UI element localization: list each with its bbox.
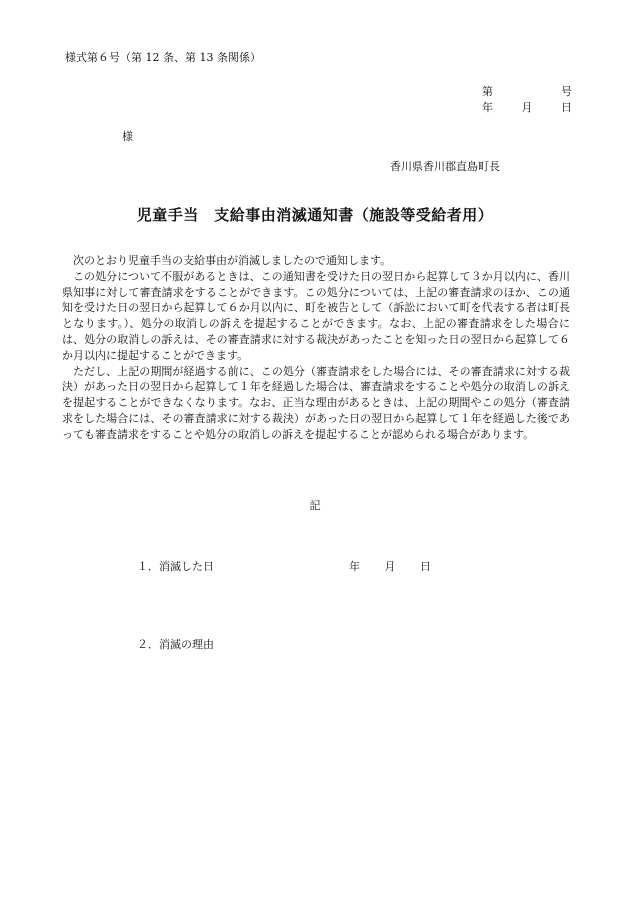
document-number-block: [482, 83, 572, 115]
form-number: 様式第６号（第 12 条、第 13 条関係）: [65, 51, 261, 64]
item-date-year: 年: [349, 560, 360, 573]
doc-date-day: 日: [561, 101, 572, 114]
item-extinction-date-value: [349, 558, 431, 574]
doc-number-go: 号: [561, 85, 572, 98]
body-text: [62, 253, 570, 443]
paragraph: ただし、上記の期間が経過する前に、この処分（審査請求をした場合には、その審査請求に対する裁決）があった日の翌日から起算して１年を経過した場合は、審査請求をすることや処分の取消しの訴えを提起することができなくなります。なお、正当な理由があるときは、上記の期間やこの処分（審査請求をした場合には、その審査請求に対する裁決）があった日の翌日から起算して１年を経過した後であっても審査請求をすることや処分の取消しの訴えを提起することが認められる場合があります。: [62, 364, 570, 441]
doc-date-year: 年: [482, 101, 493, 114]
doc-date-month: 月: [521, 101, 533, 114]
item-extinction-date-label: １．消滅した日: [137, 560, 214, 573]
addressee: 様: [122, 130, 133, 143]
document-title: 児童手当 支給事由消滅通知書（施設等受給者用）: [136, 206, 494, 224]
ki-heading: 記: [309, 499, 321, 512]
paragraph: 次のとおり児童手当の支給事由が消滅しましたので通知します。: [73, 254, 392, 267]
paragraph: この処分について不服があるときは、この通知書を受けた日の翌日から起算して３か月以内に、香川県知事に対して審査請求をすることができます。この処分については、上記の審査請求のほか、この通知を受けた日の翌日から起算して６か月以内に、町を被告として（訴訟において町を代表する者は町長となります。）、処分の取消しの訴えを提起することができます。なお、上記の審査請求をした場合には、処分の取消しの訴えは、その審査請求に対する裁決があったことを知った日の翌日から起算して６か月以内に提起することができます。: [62, 269, 570, 362]
document-number: [482, 83, 572, 99]
doc-number-dai: 第: [482, 85, 493, 98]
sender: 香川県香川郡直島町長: [390, 160, 500, 173]
item-extinction-reason-label: ２．消滅の理由: [137, 638, 214, 651]
document-date: [482, 99, 572, 115]
item-date-day: 日: [420, 560, 431, 573]
item-date-month: 月: [384, 560, 396, 573]
